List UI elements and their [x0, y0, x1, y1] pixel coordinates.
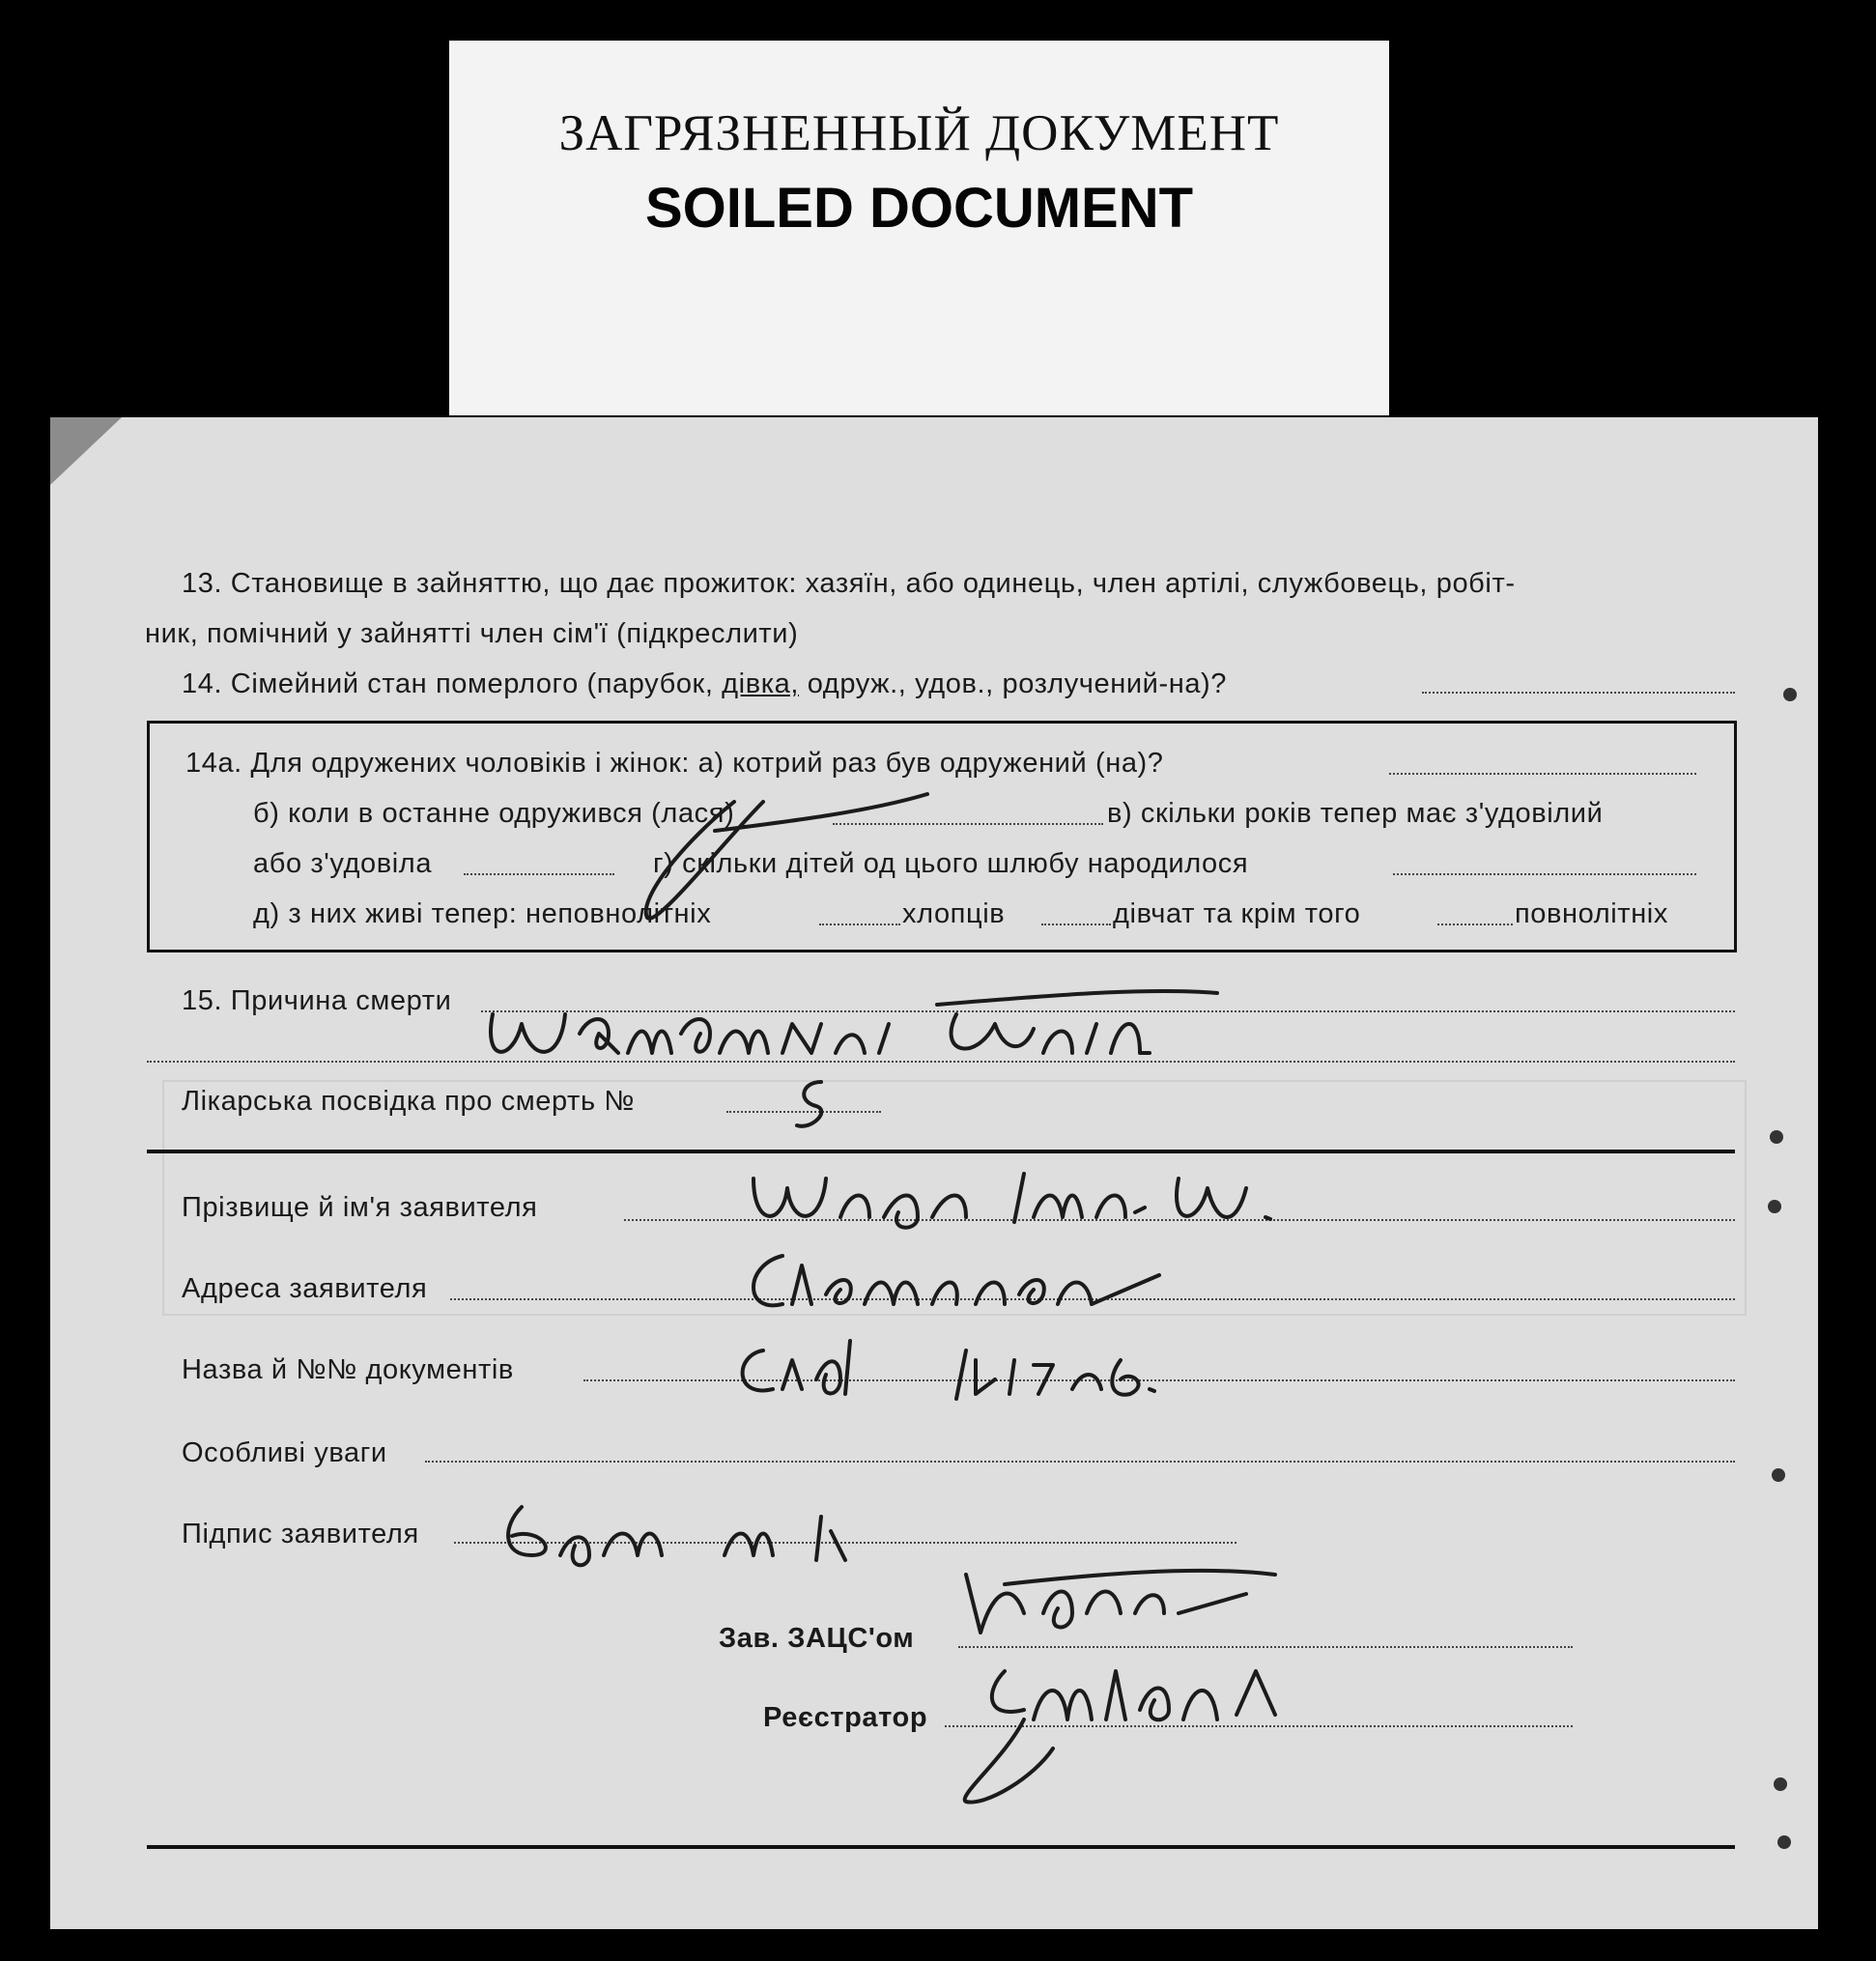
item-14a-line2a: б) коли в останне одружився (лася): [253, 798, 735, 829]
punch-mark: [1768, 1200, 1781, 1213]
item-14a-line1-dots: [1389, 773, 1696, 775]
applicant-signature-label: Підпис заявителя: [182, 1519, 419, 1549]
item-14a-line4d: повнолітніх: [1515, 898, 1668, 929]
remarks-dots: [425, 1461, 1735, 1463]
item-14a-line3b-dots: [1393, 873, 1696, 875]
head-zags-label: Зав. ЗАЦС'ом: [719, 1623, 915, 1654]
item-14-prefix: 14. Сімейний стан померлого (парубок,: [182, 668, 723, 699]
handwritten-applicant-address: [734, 1236, 1179, 1323]
item-14-underlined-option: дівка,: [722, 668, 800, 699]
documents-label: Назва й №№ документів: [182, 1354, 514, 1385]
notice-title-ru: ЗАГРЯЗНЕННЫЙ ДОКУМЕНТ: [558, 105, 1280, 161]
item-14a-line4-dots2: [1041, 924, 1111, 925]
applicant-address-label: Адреса заявителя: [182, 1273, 428, 1304]
item-14a-line4a: д) з них живі тепер: неповнолітніх: [253, 898, 712, 929]
item-14a-line3b: г) скільки дітей од цього шлюбу народилося: [653, 848, 1249, 879]
punch-mark: [1777, 1835, 1791, 1849]
handwritten-applicant-name: [744, 1150, 1304, 1246]
item-14-answer-line: [1422, 692, 1735, 694]
item-14a-line4c: дівчат та крім того: [1113, 898, 1361, 929]
item-13-line1: 13. Становище в зайняттю, що дає прожиток: хазяїн, або одинець, член артілі, службовець, робіт-: [182, 568, 1516, 599]
handwritten-certificate-number: [782, 1072, 860, 1140]
item-14a-line3a: або з'удовіла: [253, 848, 433, 879]
notice-title-en: SOILED DOCUMENT: [644, 177, 1194, 240]
applicant-name-label: Прізвище й ім'я заявителя: [182, 1192, 538, 1223]
handwritten-strike-mark: [618, 782, 947, 927]
registrar-label: Реєстратор: [763, 1702, 928, 1733]
item-14-label: [182, 668, 1227, 700]
handwritten-documents: [725, 1322, 1246, 1408]
handwritten-applicant-signature: [483, 1488, 927, 1575]
soiled-document-notice: [449, 41, 1389, 415]
remarks-label: Особливі уваги: [182, 1437, 387, 1468]
item-14a-line1: 14а. Для одружених чоловіків і жінок: а) котрий раз був одружений (на)?: [185, 748, 1164, 779]
item-14a-line4b: хлопців: [902, 898, 1006, 929]
handwritten-cause-of-death: [473, 976, 1227, 1082]
punch-mark: [1783, 688, 1797, 701]
item-14a-line4-dots3: [1437, 924, 1513, 925]
punch-mark: [1770, 1130, 1783, 1144]
medical-certificate-label: Лікарська посвідка про смерть №: [182, 1086, 636, 1117]
handwritten-registrar-signature: [947, 1642, 1314, 1806]
item-15-label: 15. Причина смерти: [182, 985, 452, 1016]
punch-mark: [1772, 1468, 1785, 1482]
item-13-line2: ник, помічний у зайнятті член сім'ї (підкреслити): [145, 618, 799, 649]
item-14a-line3a-dots: [464, 873, 614, 875]
item-14a-line2b: в) скільки років тепер має з'удовілий: [1107, 798, 1604, 829]
punch-mark: [1774, 1777, 1787, 1791]
bottom-rule: [147, 1845, 1735, 1849]
item-14-suffix: одруж., удов., розлучений-на)?: [799, 668, 1228, 699]
